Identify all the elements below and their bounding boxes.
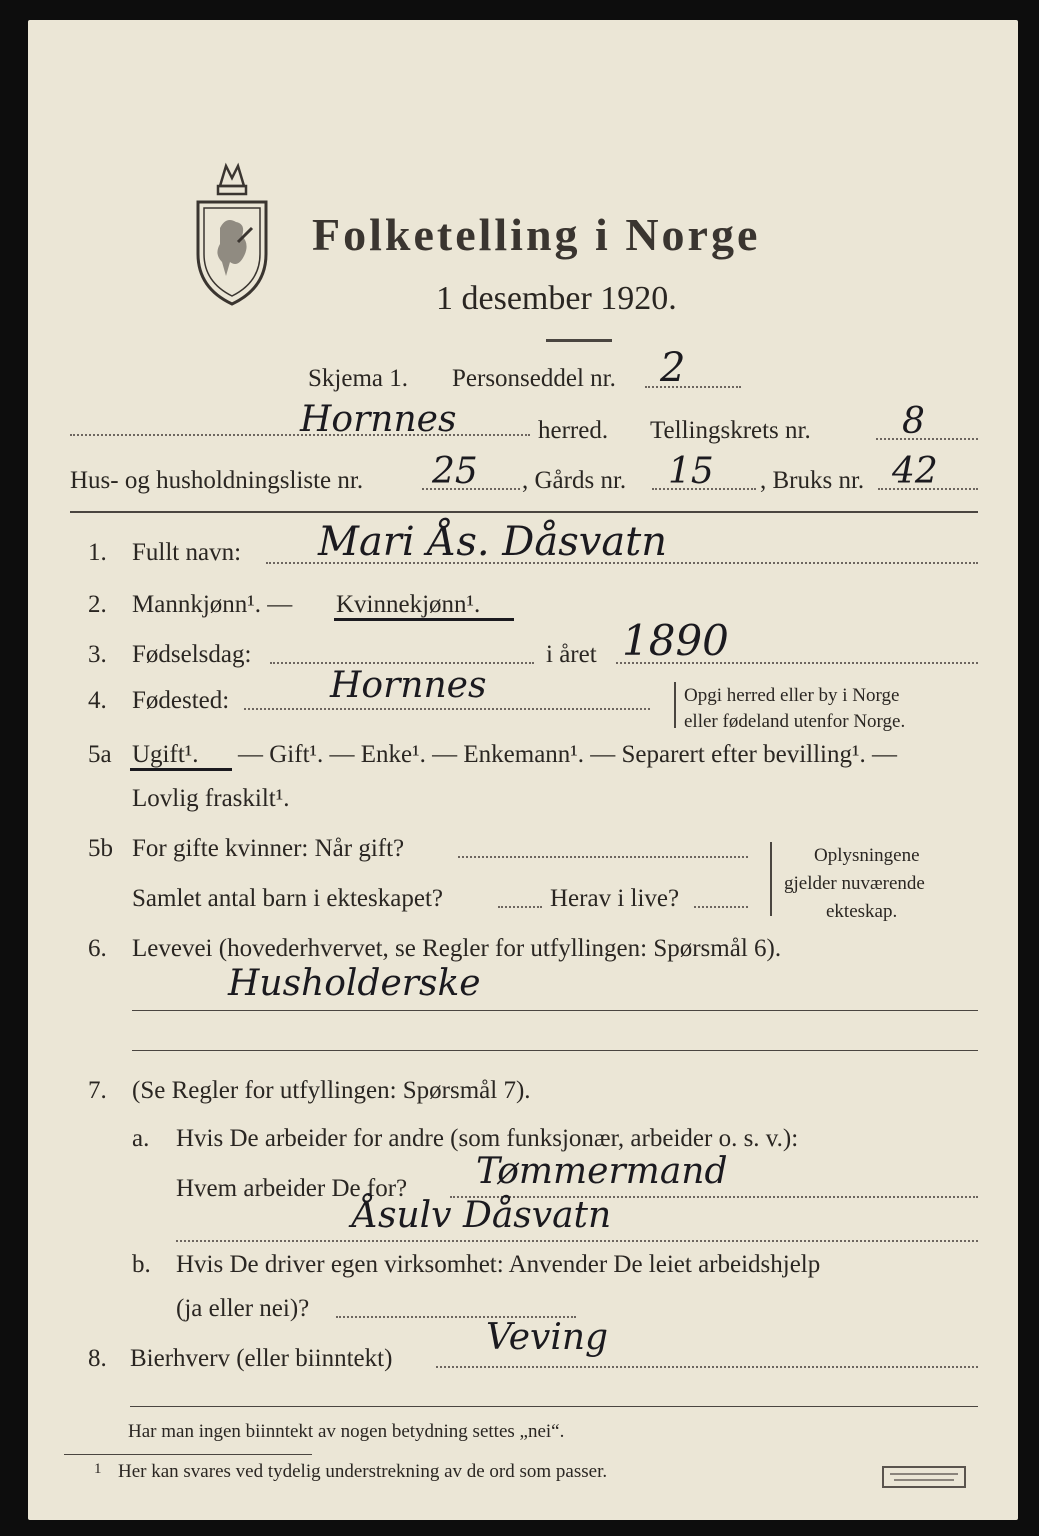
q5b-line1: For gifte kvinner: Når gift? [132,835,405,862]
full-name-value: Mari Ås. Dåsvatn [318,519,668,565]
q1-number: 1. [88,539,107,566]
bruks-value: 42 [892,451,938,492]
married-when-field[interactable] [458,856,748,858]
q4-label: Fødested: [132,687,230,714]
q3-label: Fødselsdag: [132,641,252,668]
q8-label: Bierhverv (eller biinntekt) [130,1345,393,1372]
children-alive-field[interactable] [694,906,748,908]
birthplace-value: Hornnes [330,665,487,706]
side-income-field[interactable] [436,1366,978,1368]
female-underline [334,618,514,621]
personseddel-label: Personseddel nr. [452,365,616,392]
q7-label: (Se Regler for utfyllingen: Spørsmål 7). [132,1077,531,1104]
q7a-line2: Hvem arbeider De for? [176,1175,408,1202]
marriage-note-line1: Oplysningene [814,845,920,866]
marital-other-options[interactable]: — Gift¹. — Enke¹. — Enkemann¹. — Separert efter bevilling¹. — [238,741,897,768]
footnote-text: Her kan svares ved tydelig understrekning av de ord som passer. [118,1461,608,1482]
q4-number: 4. [88,687,107,714]
children-total-field[interactable] [498,906,542,908]
tellingskrets-value: 8 [902,401,925,442]
footnote-rule [64,1454,312,1455]
q7a-letter: a. [132,1125,150,1152]
form-title: Folketelling i Norge [312,209,761,260]
birthday-field[interactable] [270,662,534,664]
occupation-value: Husholderske [228,963,481,1004]
q3-number: 3. [88,641,107,668]
birthplace-field[interactable] [244,708,650,710]
gender-male-option[interactable]: Mannkjønn¹. — [132,591,293,618]
herred-label: herred. [538,417,609,444]
q7b-letter: b. [132,1251,151,1278]
q8-number: 8. [88,1345,107,1372]
occupation-field-line1[interactable] [132,1010,978,1011]
q2-number: 2. [88,591,107,618]
no-income-note: Har man ingen biinntekt av nogen betydning settes „nei“. [128,1421,565,1442]
husliste-label: Hus- og husholdningsliste nr. [70,467,364,494]
year-label: i året [546,641,597,668]
employer-value-line2: Åsulv Dåsvatn [352,1195,612,1236]
birthplace-note-line2: eller fødeland utenfor Norge. [684,711,906,732]
q6-number: 6. [88,935,107,962]
printer-stamp-icon [882,1466,966,1488]
footer-separator [130,1406,978,1407]
q5b-alive-label: Herav i live? [550,885,680,912]
marriage-note-line2: gjelder nuværende [784,873,925,894]
herred-value: Hornnes [300,399,457,440]
q6-label: Levevei (hovederhvervet, se Regler for utfyllingen: Spørsmål 6). [132,935,782,962]
tellingskrets-label: Tellingskrets nr. [650,417,811,444]
employer-field-line2[interactable] [176,1240,978,1242]
q5b-children-label: Samlet antal barn i ekteskapet? [132,885,443,912]
side-income-value: Veving [486,1317,609,1358]
tellingskrets-field[interactable] [876,438,978,440]
census-date: 1 desember 1920. [436,280,677,317]
birthplace-note-line1: Opgi herred eller by i Norge [684,685,900,706]
marriage-note-line3: ekteskap. [826,901,898,922]
q5a-number: 5a [88,741,112,768]
employer-value-line1: Tømmermand [476,1151,728,1192]
gards-value: 15 [668,451,714,492]
footnote-mark: 1 [94,1461,102,1477]
q7a-line1: Hvis De arbeider for andre (som funksjonær, arbeider o. s. v.): [176,1125,799,1152]
q7b-line1: Hvis De driver egen virksomhet: Anvender De leiet arbeidshjelp [176,1251,821,1278]
husliste-value: 25 [432,451,478,492]
title-rule [546,339,612,342]
occupation-field-line2[interactable] [132,1050,978,1051]
skjema-label: Skjema 1. [308,365,408,392]
birth-year-value: 1890 [622,616,729,665]
q7-number: 7. [88,1077,107,1104]
gender-female-option[interactable]: Kvinnekjønn¹. [336,591,481,618]
header-separator [70,511,978,513]
q5b-number: 5b [88,835,113,862]
personseddel-value: 2 [660,345,686,391]
coat-of-arms-icon [190,158,274,308]
ugift-underline [130,768,232,771]
q1-label: Fullt navn: [132,539,242,566]
bruks-label: , Bruks nr. [760,467,865,494]
birthplace-note-brace [674,682,676,728]
marriage-note-brace [770,842,772,916]
gards-label: , Gårds nr. [522,467,627,494]
marital-ugift-option[interactable]: Ugift¹. [132,741,199,768]
q7b-line2: (ja eller nei)? [176,1295,310,1322]
marital-divorced-option[interactable]: Lovlig fraskilt¹. [132,785,290,812]
